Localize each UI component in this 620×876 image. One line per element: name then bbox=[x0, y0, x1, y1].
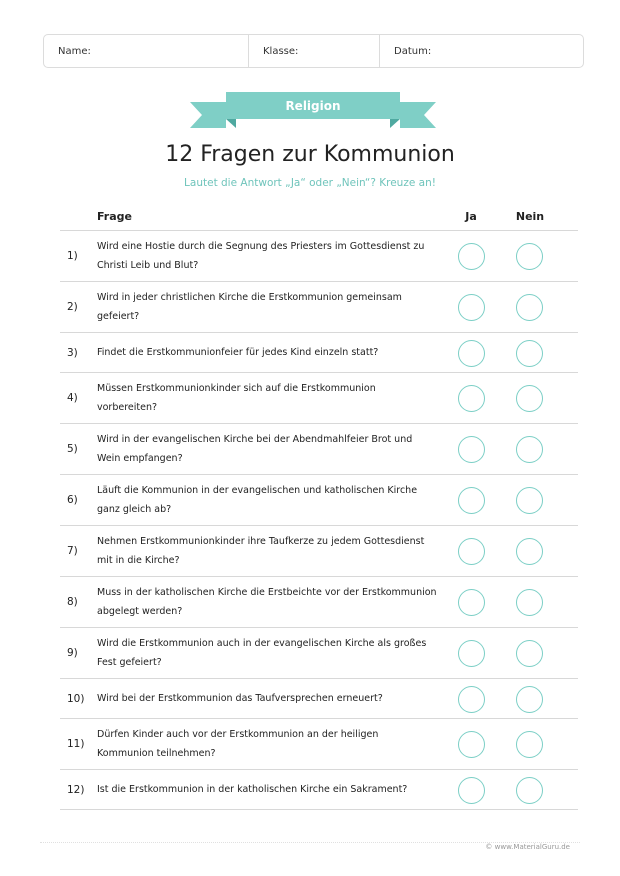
yes-checkbox[interactable] bbox=[458, 487, 485, 514]
question-text: Wird die Erstkommunion auch in der evangelischen Kirche als großes Fest gefeiert? bbox=[97, 638, 427, 668]
table-row bbox=[60, 475, 578, 526]
question-text: Findet die Erstkommunionfeier für jedes Kind einzeln statt? bbox=[97, 347, 379, 358]
question-text: Läuft die Kommunion in der evangelischen und katholischen Kirche ganz gleich ab? bbox=[97, 485, 418, 515]
header-no: Nein bbox=[515, 210, 545, 223]
subject-ribbon bbox=[190, 92, 436, 130]
yes-checkbox[interactable] bbox=[458, 385, 485, 412]
question-number: 5) bbox=[67, 443, 78, 455]
no-checkbox[interactable] bbox=[516, 538, 543, 565]
table-row bbox=[60, 424, 578, 475]
instructions: Lautet die Antwort „Ja“ oder „Nein“? Kreuze an! bbox=[184, 177, 436, 189]
name-field[interactable] bbox=[44, 35, 249, 67]
question-number: 12) bbox=[67, 783, 85, 796]
question-text: Ist die Erstkommunion in der katholischen Kirche ein Sakrament? bbox=[97, 784, 408, 795]
no-checkbox[interactable] bbox=[516, 294, 543, 321]
yes-checkbox[interactable] bbox=[458, 243, 485, 270]
yes-checkbox[interactable] bbox=[458, 686, 485, 713]
table-row bbox=[60, 628, 578, 679]
question-number: 11) bbox=[67, 738, 85, 750]
table-row bbox=[60, 373, 578, 424]
table-row bbox=[60, 577, 578, 628]
question-number: 4) bbox=[67, 392, 78, 404]
no-checkbox[interactable] bbox=[516, 487, 543, 514]
question-text: Nehmen Erstkommunionkinder ihre Taufkerze zu jedem Gottesdienst mit in die Kirche? bbox=[97, 536, 425, 566]
ribbon-label: Religion bbox=[285, 98, 341, 113]
date-field[interactable] bbox=[380, 35, 583, 67]
question-table bbox=[60, 204, 578, 810]
yes-checkbox[interactable] bbox=[458, 589, 485, 616]
no-checkbox[interactable] bbox=[516, 731, 543, 758]
no-checkbox[interactable] bbox=[516, 340, 543, 367]
table-header bbox=[60, 204, 578, 231]
class-label: Klasse: bbox=[263, 45, 299, 57]
question-number: 3) bbox=[67, 346, 78, 359]
header-yes: Ja bbox=[465, 210, 477, 223]
question-number: 1) bbox=[67, 250, 78, 262]
class-field[interactable] bbox=[249, 35, 380, 67]
question-number: 7) bbox=[67, 545, 78, 557]
yes-checkbox[interactable] bbox=[458, 436, 485, 463]
table-row bbox=[60, 770, 578, 810]
table-row bbox=[60, 333, 578, 373]
table-row bbox=[60, 679, 578, 719]
question-number: 9) bbox=[67, 647, 78, 659]
question-text: Wird in jeder christlichen Kirche die Erstkommunion gemeinsam gefeiert? bbox=[97, 292, 402, 322]
no-checkbox[interactable] bbox=[516, 436, 543, 463]
yes-checkbox[interactable] bbox=[458, 777, 485, 804]
no-checkbox[interactable] bbox=[516, 589, 543, 616]
date-label: Datum: bbox=[394, 45, 432, 57]
header-question: Frage bbox=[97, 210, 132, 223]
question-text: Muss in der katholischen Kirche die Erstbeichte vor der Erstkommunion abgelegt werden? bbox=[97, 587, 437, 617]
question-number: 8) bbox=[67, 596, 78, 608]
yes-checkbox[interactable] bbox=[458, 538, 485, 565]
yes-checkbox[interactable] bbox=[458, 340, 485, 367]
no-checkbox[interactable] bbox=[516, 777, 543, 804]
question-text: Müssen Erstkommunionkinder sich auf die Erstkommunion vorbereiten? bbox=[97, 383, 376, 413]
no-checkbox[interactable] bbox=[516, 243, 543, 270]
copyright-text: © www.MaterialGuru.de bbox=[485, 843, 570, 851]
question-number: 10) bbox=[67, 692, 85, 705]
yes-checkbox[interactable] bbox=[458, 294, 485, 321]
table-row bbox=[60, 719, 578, 770]
no-checkbox[interactable] bbox=[516, 640, 543, 667]
name-label: Name: bbox=[58, 45, 91, 57]
table-row bbox=[60, 282, 578, 333]
no-checkbox[interactable] bbox=[516, 686, 543, 713]
yes-checkbox[interactable] bbox=[458, 640, 485, 667]
question-number: 6) bbox=[67, 494, 78, 506]
table-body bbox=[60, 231, 578, 810]
page-title: 12 Fragen zur Kommunion bbox=[165, 142, 455, 167]
question-text: Wird bei der Erstkommunion das Taufversprechen erneuert? bbox=[97, 693, 383, 704]
table-row bbox=[60, 526, 578, 577]
question-text: Wird in der evangelischen Kirche bei der Abendmahlfeier Brot und Wein empfangen? bbox=[97, 434, 413, 464]
question-text: Dürfen Kinder auch vor der Erstkommunion an der heiligen Kommunion teilnehmen? bbox=[97, 729, 379, 759]
question-number: 2) bbox=[67, 301, 78, 313]
table-row bbox=[60, 231, 578, 282]
yes-checkbox[interactable] bbox=[458, 731, 485, 758]
student-info-box bbox=[43, 34, 584, 68]
question-text: Wird eine Hostie durch die Segnung des Priesters im Gottesdienst zu Christi Leib und Blut? bbox=[97, 241, 425, 271]
no-checkbox[interactable] bbox=[516, 385, 543, 412]
